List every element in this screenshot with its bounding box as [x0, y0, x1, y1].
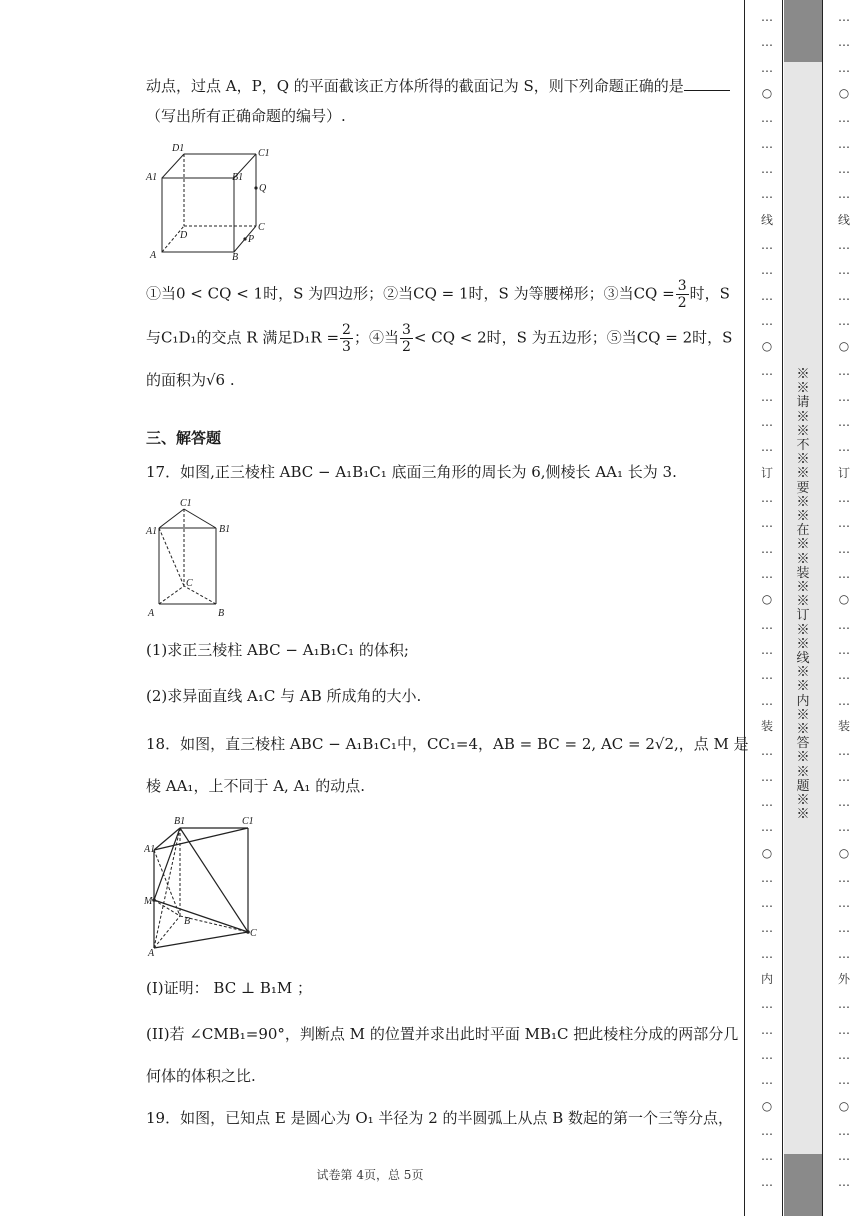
outer-binding-glyph: …	[838, 60, 850, 75]
inner-binding-glyph: ○	[761, 592, 773, 607]
outer-binding-glyph: …	[838, 1048, 850, 1063]
strip-dark-bottom	[784, 1154, 822, 1216]
q16-line-4: 与C₁D₁的交点 R 满足D₁R = $\frac{2}{3}$ ；④当 $\frac{3}{2}$ < CQ < 2时，S 为五边形；⑤当CQ = 2时，S	[146, 322, 733, 355]
answer-blank	[684, 76, 730, 91]
outer-binding-glyph: …	[838, 389, 850, 404]
outer-binding-glyph: …	[838, 161, 850, 176]
outer-binding-glyph: …	[838, 364, 850, 379]
inner-binding-glyph: …	[761, 921, 773, 936]
q17-part1: (1)求正三棱柱 ABC − A₁B₁C₁ 的体积;	[146, 641, 409, 659]
q19-stem: 19．如图，已知点 E 是圆心为 O₁ 半径为 2 的半圆弧上从点 B 数起的第一个三等分点，	[146, 1109, 734, 1127]
inner-binding-glyph: 装	[760, 718, 773, 733]
q18-part2-cont: 何体的体积之比.	[146, 1067, 256, 1085]
inner-binding-glyph: …	[761, 111, 773, 126]
label-d: D	[180, 230, 188, 241]
outer-binding-glyph: …	[838, 541, 850, 556]
outer-binding-glyph: …	[838, 744, 850, 759]
inner-binding-glyph: ○	[761, 845, 773, 860]
inner-binding-glyph: 内	[760, 972, 773, 987]
label-d1: D1	[172, 143, 185, 154]
outer-binding-glyph: …	[838, 921, 850, 936]
outer-binding-glyph: 订	[837, 465, 850, 480]
inner-binding-glyph: …	[761, 491, 773, 506]
outer-binding-glyph: …	[838, 516, 850, 531]
outer-binding-glyph: …	[838, 237, 850, 252]
label-b: B	[184, 916, 191, 927]
inner-binding-glyph: …	[761, 946, 773, 961]
label-a1: A1	[146, 526, 158, 537]
outer-binding-glyph: …	[838, 693, 850, 708]
label-q: Q	[259, 183, 267, 194]
inner-binding-glyph: …	[761, 744, 773, 759]
inner-binding-glyph: ○	[761, 339, 773, 354]
outer-binding-glyph: …	[838, 491, 850, 506]
outer-binding-glyph: …	[838, 10, 850, 24]
label-m: M	[144, 896, 153, 907]
inner-binding-line	[752, 0, 782, 1216]
q18-part2: (II)若 ∠CMB₁=90°，判断点 M 的位置并求出此时平面 MB₁C 把此棱柱分成的两部分几	[146, 1025, 739, 1043]
outer-binding-glyph: …	[838, 794, 850, 809]
inner-binding-glyph: …	[761, 364, 773, 379]
outer-binding-glyph: …	[838, 567, 850, 582]
inner-binding-glyph: …	[761, 541, 773, 556]
q16-line-5: 的面积为√6 .	[146, 371, 235, 389]
inner-binding-glyph: …	[761, 1073, 773, 1088]
q17-part2: (2)求异面直线 A₁C 与 AB 所成角的大小.	[146, 687, 422, 705]
inner-binding-glyph: …	[761, 693, 773, 708]
fraction: $\frac{3}{2}$	[677, 278, 687, 311]
inner-binding-glyph: …	[761, 288, 773, 303]
inner-binding-glyph: …	[761, 389, 773, 404]
outer-binding-glyph: ○	[838, 339, 850, 354]
outer-binding-glyph: …	[838, 440, 850, 455]
inner-binding-glyph: 订	[760, 465, 773, 480]
inner-binding-glyph: …	[761, 161, 773, 176]
label-a: A	[150, 250, 157, 260]
outer-binding-glyph: …	[838, 896, 850, 911]
inner-binding-glyph: …	[761, 668, 773, 683]
inner-binding-glyph: …	[761, 263, 773, 278]
outer-binding-glyph: 线	[837, 212, 850, 227]
outer-binding-glyph: …	[838, 136, 850, 151]
binding-border-mid	[782, 0, 783, 1216]
fraction: $\frac{2}{3}$	[342, 322, 351, 355]
inner-binding-glyph: …	[761, 1174, 773, 1189]
binding-border-left	[744, 0, 745, 1216]
fraction: $\frac{3}{2}$	[401, 322, 411, 355]
prism17-figure	[144, 496, 244, 620]
outer-binding-glyph: …	[838, 946, 850, 961]
q18-stem-1: 18．如图，直三棱柱 ABC − A₁B₁C₁中，CC₁=4，AB = BC = 2, AC = 2√2,，点 M 是	[146, 735, 749, 753]
label-b: B	[232, 252, 239, 260]
outer-binding-glyph: …	[838, 313, 850, 328]
inner-binding-glyph: …	[761, 237, 773, 252]
outer-binding-glyph: ○	[838, 592, 850, 607]
q16-line-2: （写出所有正确命题的编号）.	[146, 107, 346, 125]
inner-binding-glyph: …	[761, 794, 773, 809]
inner-binding-glyph: …	[761, 1022, 773, 1037]
inner-binding-glyph: …	[761, 567, 773, 582]
label-a: A	[148, 948, 155, 958]
inner-binding-glyph: …	[761, 870, 773, 885]
q16-line-3: ①当0 < CQ < 1时，S 为四边形；②当CQ = 1时，S 为等腰梯形；③当CQ = $\frac{3}{2}$ 时，S	[146, 278, 730, 311]
outer-binding-glyph: …	[838, 1022, 850, 1037]
inner-binding-glyph: …	[761, 1149, 773, 1164]
inner-binding-glyph: …	[761, 820, 773, 835]
outer-binding-glyph: …	[838, 288, 850, 303]
inner-binding-glyph: …	[761, 642, 773, 657]
inner-binding-glyph: …	[761, 35, 773, 50]
q18-part1: (I)证明： BC ⊥ B₁M ；	[146, 979, 312, 997]
outer-binding-glyph: …	[838, 111, 850, 126]
outer-binding-glyph: …	[838, 187, 850, 202]
inner-binding-glyph: …	[761, 617, 773, 632]
inner-binding-glyph: …	[761, 136, 773, 151]
outer-binding-glyph: …	[838, 870, 850, 885]
inner-binding-glyph: …	[761, 1048, 773, 1063]
inner-binding-glyph: …	[761, 415, 773, 430]
label-p: P	[248, 234, 255, 245]
label-c: C	[186, 578, 193, 589]
outer-binding-glyph: …	[838, 1174, 850, 1189]
inner-binding-glyph: ○	[761, 1098, 773, 1113]
inner-binding-glyph: …	[761, 1124, 773, 1139]
binding-warning: ※※请※※不※※要※※在※※装※※订※※线※※内※※答※※题※※	[796, 367, 810, 823]
outer-binding-glyph: …	[838, 415, 850, 430]
label-b1: B1	[219, 524, 231, 535]
outer-binding-glyph: …	[838, 35, 850, 50]
outer-binding-glyph: …	[838, 1124, 850, 1139]
q17-stem: 17．如图,正三棱柱 ABC − A₁B₁C₁ 底面三角形的周长为 6,侧棱长 AA₁ 长为 3.	[146, 463, 677, 481]
inner-binding-glyph: …	[761, 516, 773, 531]
inner-binding-glyph: ○	[761, 85, 773, 100]
outer-binding-glyph: …	[838, 997, 850, 1012]
outer-binding-glyph: …	[838, 1073, 850, 1088]
section-heading: 三、解答题	[146, 429, 222, 447]
q16-line-1: 动点，过点 A，P，Q 的平面截该正方体所得的截面记为 S，则下列命题正确的是	[146, 76, 730, 96]
label-c1: C1	[242, 816, 254, 827]
inner-binding-glyph: …	[761, 769, 773, 784]
outer-binding-line	[829, 0, 859, 1216]
label-c1: C1	[258, 148, 270, 159]
binding-border-right	[822, 0, 823, 1216]
outer-binding-glyph: …	[838, 263, 850, 278]
inner-binding-glyph: …	[761, 60, 773, 75]
outer-binding-glyph: ○	[838, 845, 850, 860]
inner-binding-glyph: …	[761, 440, 773, 455]
q18-stem-2: 棱 AA₁，上不同于 A, A₁ 的动点.	[146, 777, 365, 795]
outer-binding-glyph: 外	[837, 972, 850, 987]
label-c: C	[258, 222, 265, 233]
outer-binding-glyph: …	[838, 617, 850, 632]
label-b1: B1	[232, 172, 244, 183]
label-a1: A1	[144, 844, 156, 855]
label-b1: B1	[174, 816, 186, 827]
label-c1: C1	[180, 498, 192, 509]
inner-binding-glyph: …	[761, 896, 773, 911]
inner-binding-glyph: …	[761, 10, 773, 24]
outer-binding-glyph: …	[838, 668, 850, 683]
outer-binding-glyph: …	[838, 642, 850, 657]
outer-binding-glyph: …	[838, 769, 850, 784]
strip-dark-top	[784, 0, 822, 62]
inner-binding-glyph: 线	[760, 212, 773, 227]
inner-binding-glyph: …	[761, 187, 773, 202]
outer-binding-glyph: ○	[838, 1098, 850, 1113]
outer-binding-glyph: …	[838, 820, 850, 835]
label-a1: A1	[146, 172, 158, 183]
page-footer: 试卷第 4页，总 5页	[316, 1168, 424, 1182]
label-a: A	[148, 608, 155, 619]
cube-figure	[144, 140, 274, 260]
outer-binding-glyph: ○	[838, 85, 850, 100]
outer-binding-glyph: 装	[837, 718, 850, 733]
inner-binding-glyph: …	[761, 313, 773, 328]
label-c: C	[250, 928, 257, 939]
label-b: B	[218, 608, 225, 619]
prism18-figure	[144, 812, 264, 958]
outer-binding-glyph: …	[838, 1149, 850, 1164]
inner-binding-glyph: …	[761, 997, 773, 1012]
